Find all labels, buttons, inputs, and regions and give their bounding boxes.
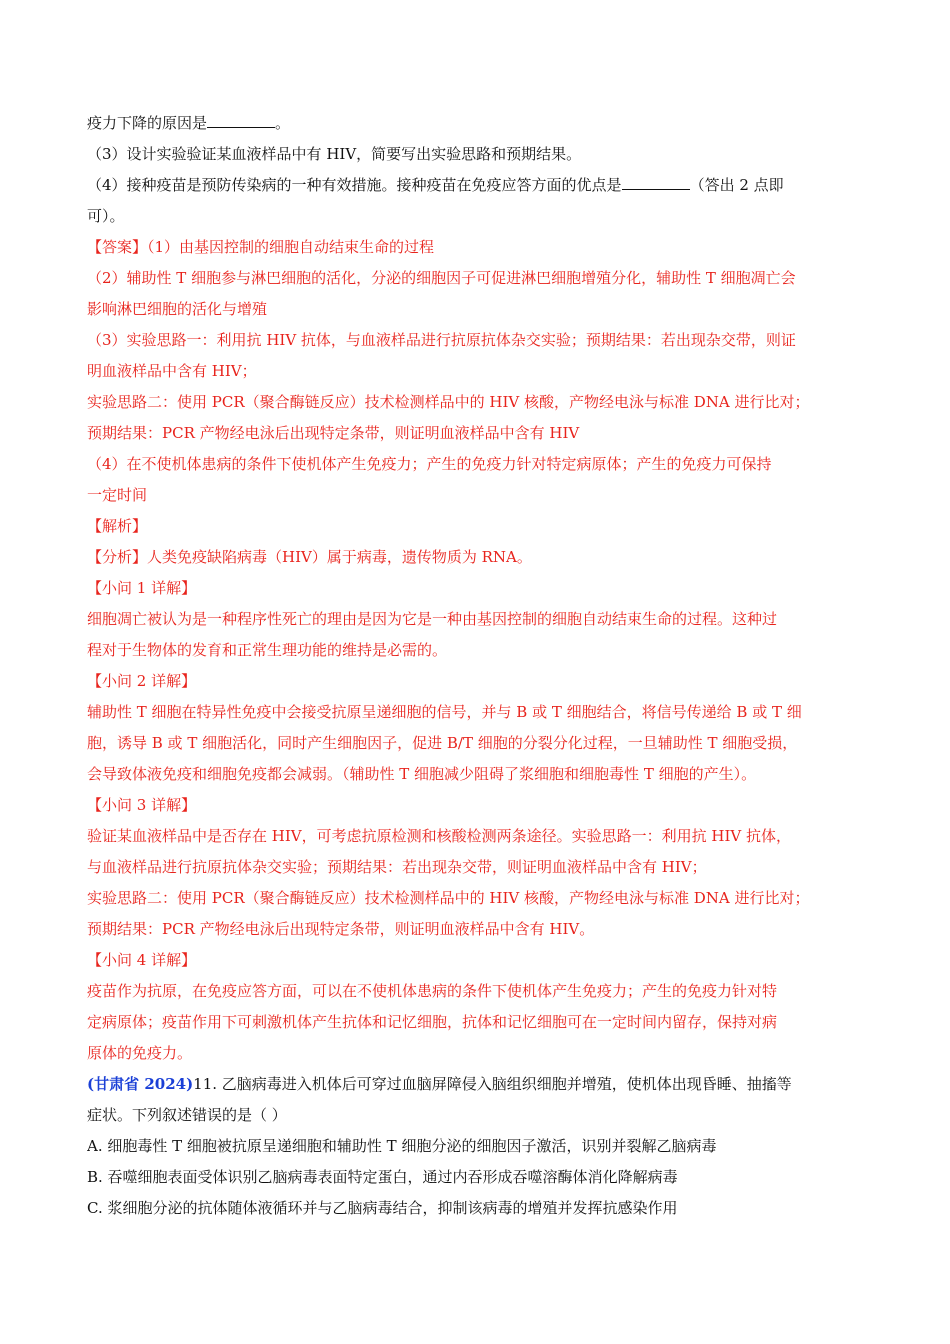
answer-3-line-3: 实验思路二：使用 PCR（聚合酶链反应）技术检测样品中的 HIV 核酸，产物经电泳与标准 DNA 进行比对； — [87, 393, 810, 411]
answer-4-line-2: 一定时间 — [87, 486, 148, 504]
subquestion-3-line-3: 实验思路二：使用 PCR（聚合酶链反应）技术检测样品中的 HIV 核酸，产物经电泳与标准 DNA 进行比对； — [87, 889, 810, 907]
answer-2-line-1: （2）辅助性 T 细胞参与淋巴细胞的活化，分泌的细胞因子可促进淋巴细胞增殖分化，辅助性 T 细胞凋亡会 — [87, 269, 796, 287]
question-text: 疫力下降的原因是 — [87, 114, 208, 132]
subquestion-4-line-3: 原体的免疫力。 — [87, 1044, 193, 1062]
question-11-line-2: 症状。下列叙述错误的是（ ） — [87, 1106, 287, 1124]
question-3: （3）设计实验验证某血液样品中有 HIV，简要写出实验思路和预期结果。 — [87, 145, 582, 163]
answer-3-line-4: 预期结果：PCR 产物经电泳后出现特定条带，则证明血液样品中含有 HIV — [87, 424, 580, 442]
option-b: B. 吞噬细胞表面受体识别乙脑病毒表面特定蛋白，通过内吞形成吞噬溶酶体消化降解病毒 — [87, 1168, 678, 1186]
question-text-end: 。 — [275, 114, 291, 132]
question-4-text: （4）接种疫苗是预防传染病的一种有效措施。接种疫苗在免疫应答方面的优点是 — [87, 176, 622, 194]
analysis-title: 【解析】 — [87, 517, 148, 535]
question-4-line-2: 可）。 — [87, 207, 125, 225]
answer-2-line-2: 影响淋巴细胞的活化与增殖 — [87, 300, 268, 318]
option-a: A. 细胞毒性 T 细胞被抗原呈递细胞和辅助性 T 细胞分泌的细胞因子激活，识别并裂解乙脑病毒 — [87, 1137, 717, 1155]
subquestion-1-title: 【小问 1 详解】 — [87, 579, 197, 597]
answer-blank — [207, 113, 275, 128]
question-11-stem: 11. 乙脑病毒进入机体后可穿过血脑屏障侵入脑组织细胞并增殖，使机体出现昏睡、抽搐等 — [193, 1075, 792, 1093]
subquestion-2-line-3: 会导致体液免疫和细胞免疫都会减弱。（辅助性 T 细胞减少阻碍了浆细胞和细胞毒性 T 细胞的产生）。 — [87, 765, 757, 783]
subquestion-2-line-2: 胞，诱导 B 或 T 细胞活化，同时产生细胞因子，促进 B/T 细胞的分裂分化过程，一旦辅助性 T 细胞受损， — [87, 734, 798, 752]
answer-3-line-1: （3）实验思路一：利用抗 HIV 抗体，与血液样品进行抗原抗体杂交实验；预期结果：若出现杂交带，则证 — [87, 331, 796, 349]
subquestion-3-title: 【小问 3 详解】 — [87, 796, 197, 814]
question-4-hint: （答出 2 点即 — [689, 176, 784, 194]
question-source-tag: (甘肃省 2024) — [87, 1075, 194, 1093]
subquestion-4-title: 【小问 4 详解】 — [87, 951, 197, 969]
subquestion-1-line-1: 细胞凋亡被认为是一种程序性死亡的理由是因为它是一种由基因控制的细胞自动结束生命的过程。这种过 — [87, 610, 778, 628]
option-c: C. 浆细胞分泌的抗体随体液循环并与乙脑病毒结合，抑制该病毒的增殖并发挥抗感染作用 — [87, 1199, 678, 1217]
subquestion-2-title: 【小问 2 详解】 — [87, 672, 197, 690]
subquestion-3-line-1: 验证某血液样品中是否存在 HIV，可考虑抗原检测和核酸检测两条途径。实验思路一：利用抗 HIV 抗体， — [87, 827, 791, 845]
answer-3-line-2: 明血液样品中含有 HIV； — [87, 362, 257, 380]
question-4-line-1 — [87, 170, 867, 201]
subquestion-2-line-1: 辅助性 T 细胞在特异性免疫中会接受抗原呈递细胞的信号，并与 B 或 T 细胞结合，将信号传递给 B 或 T 细 — [87, 703, 802, 721]
subquestion-3-line-4: 预期结果：PCR 产物经电泳后出现特定条带，则证明血液样品中含有 HIV。 — [87, 920, 595, 938]
subquestion-3-line-2: 与血液样品进行抗原抗体杂交实验；预期结果：若出现杂交带，则证明血液样品中含有 HIV； — [87, 858, 707, 876]
subquestion-4-line-2: 定病原体；疫苗作用下可刺激机体产生抗体和记忆细胞，抗体和记忆细胞可在一定时间内留存，保持对病 — [87, 1013, 778, 1031]
question-continuation-line — [87, 108, 867, 139]
subquestion-1-line-2: 程对于生物体的发育和正常生理功能的维持是必需的。 — [87, 641, 448, 659]
answer-blank — [622, 175, 690, 190]
answer-4-line-1: （4）在不使机体患病的条件下使机体产生免疫力；产生的免疫力针对特定病原体；产生的免疫力可保持 — [87, 455, 772, 473]
analysis-summary: 【分析】人类免疫缺陷病毒（HIV）属于病毒，遗传物质为 RNA。 — [87, 548, 532, 566]
answer-1: 【答案】（1）由基因控制的细胞自动结束生命的过程 — [87, 238, 435, 256]
subquestion-4-line-1: 疫苗作为抗原，在免疫应答方面，可以在不使机体患病的条件下使机体产生免疫力；产生的免疫力针对特 — [87, 982, 778, 1000]
question-11-line-1 — [87, 1069, 867, 1100]
document-page — [87, 108, 867, 1224]
